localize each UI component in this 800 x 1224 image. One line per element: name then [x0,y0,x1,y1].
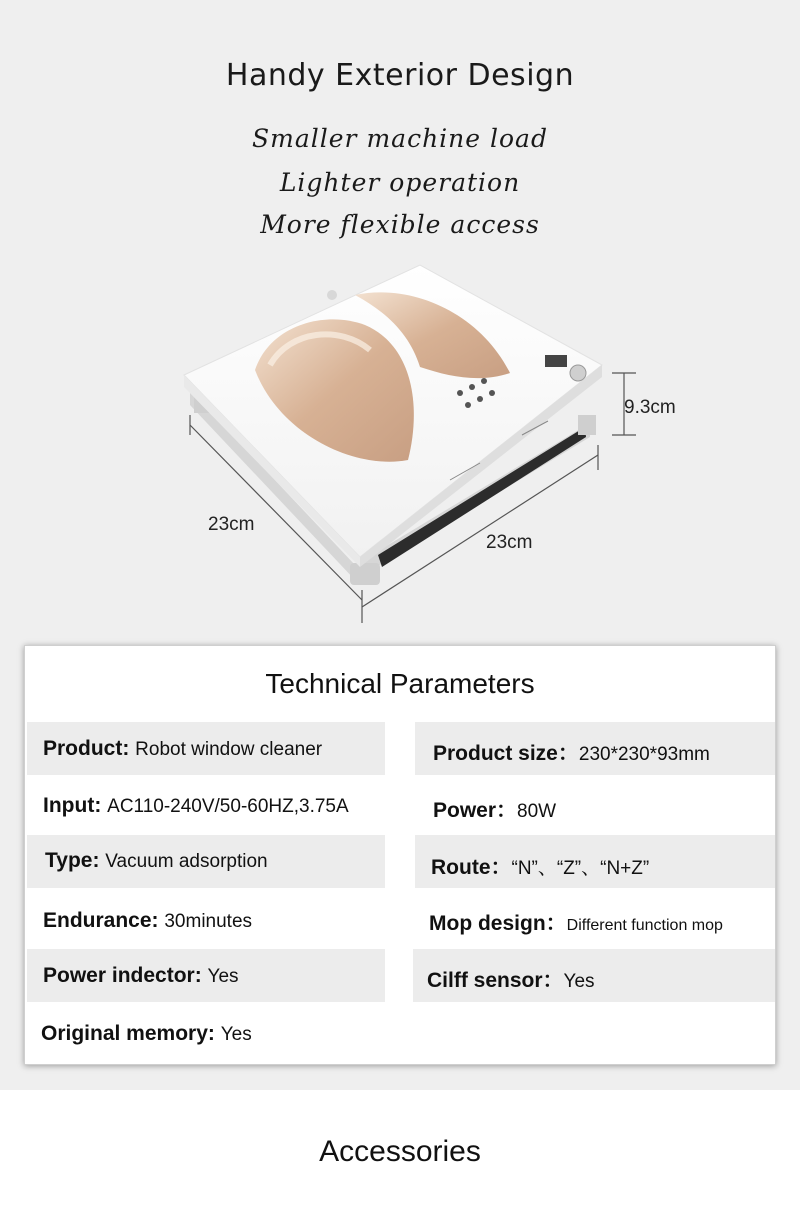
param-original-memory: Original memory: Yes [41,1022,252,1045]
param-input: Input: AC110-240V/50-60HZ,3.75A [43,794,349,817]
param-mop-design: Mop design：Different function mop [429,912,723,935]
accessories-title: Accessories [319,1135,481,1168]
param-cliff-sensor: Cilff sensor：Yes [427,969,595,992]
tagline-1: Smaller machine load [252,124,548,153]
param-power: Power：80W [433,799,557,822]
param-endurance: Endurance: 30minutes [43,909,253,932]
height-dimension-label: 9.3cm [624,397,676,418]
robot-cleaner-image [150,255,710,635]
technical-parameters-card [24,645,776,1065]
tagline-3: More flexible access [260,210,540,239]
params-title: Technical Parameters [265,668,535,699]
width-dimension-label: 23cm [208,514,255,535]
param-route: Route：“N”、“Z”、“N+Z” [431,856,650,879]
param-power-indicator: Power indector: Yes [43,964,239,987]
param-product-size: Product size：230*230*93mm [433,742,710,765]
tagline-2: Lighter operation [279,168,521,197]
hero-title: Handy Exterior Design [225,58,575,93]
param-product: Product: Robot window cleaner [43,737,323,760]
param-type: Type: Vacuum adsorption [45,849,268,872]
depth-dimension-label: 23cm [486,532,533,553]
